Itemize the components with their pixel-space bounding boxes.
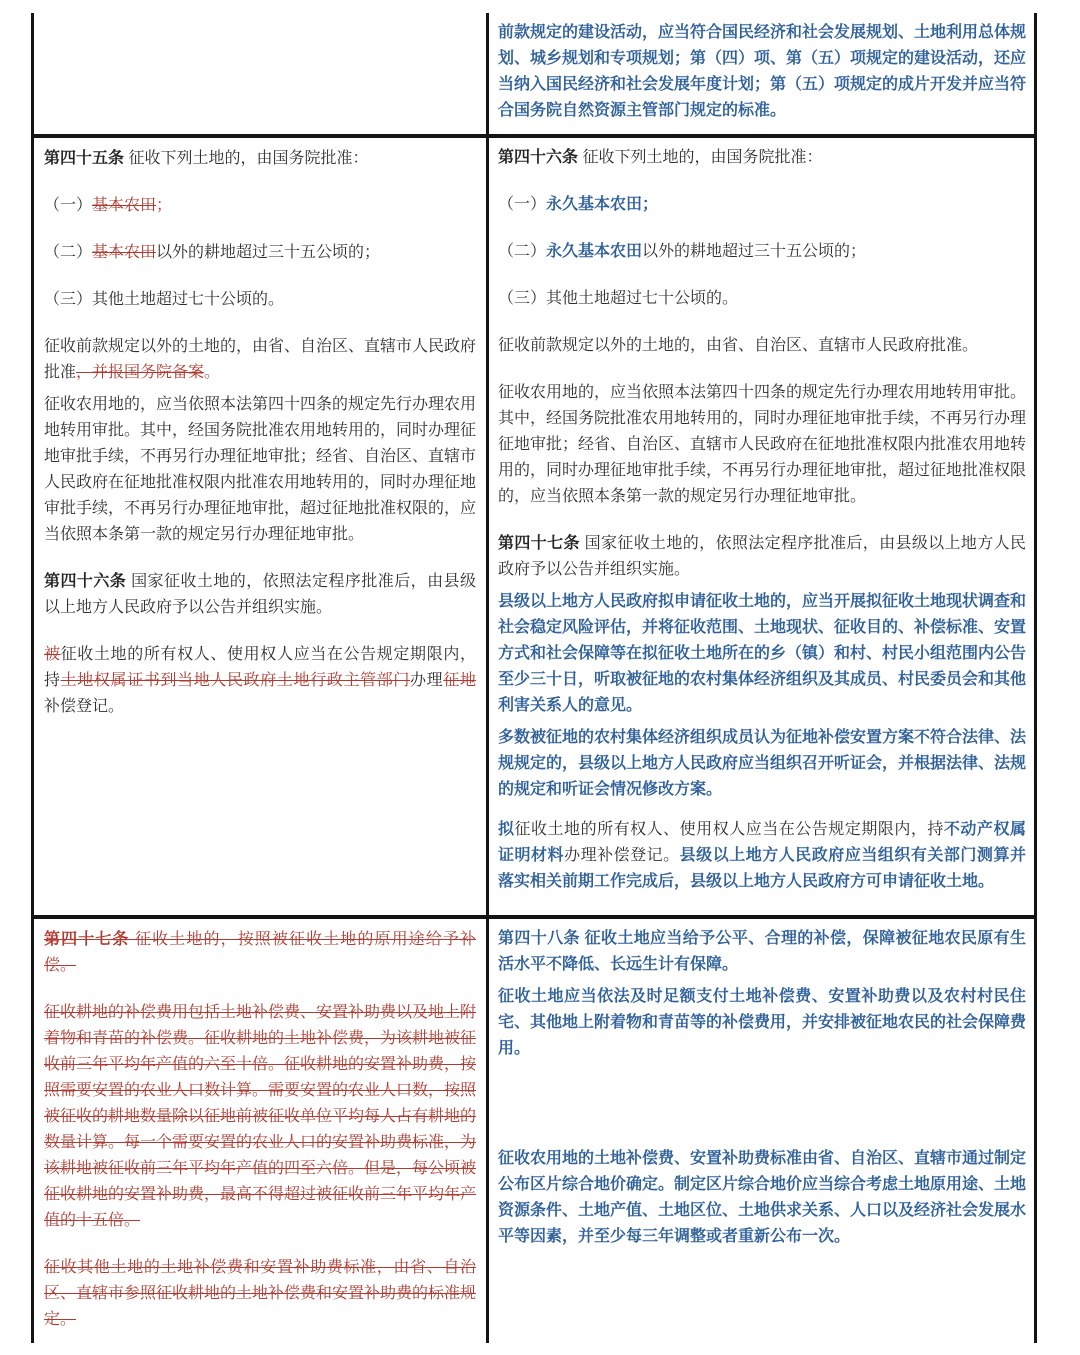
deleted-text: 被	[44, 646, 61, 663]
text-run: 征收土地的所有权人、使用权人应当在公告规定期限内，持	[44, 646, 476, 689]
text-run: （一）	[498, 196, 547, 213]
paragraph	[44, 927, 476, 979]
text-run: （一）	[44, 197, 93, 214]
deleted-context-text: 。	[204, 364, 221, 381]
paragraph	[44, 334, 476, 386]
text-run: 征收前款规定以外的土地的，由省、自治区、直辖市人民政府批准。	[498, 337, 979, 354]
inserted-text: 县级以上地方人民政府应当组织有关部门测算并落实相关前期工作完成后，县级以上地方人民政府方可申请征收土地。	[498, 847, 1026, 890]
paragraph	[498, 333, 1026, 359]
text-run: 征收土地的所有权人、使用权人应当在公告规定期限内，持	[514, 821, 944, 838]
paragraph	[44, 642, 476, 720]
table-row	[31, 138, 1037, 919]
paragraph	[44, 1255, 476, 1333]
new-text-cell	[486, 138, 1037, 915]
deleted-text: 征地	[443, 672, 476, 689]
table-row	[31, 13, 1037, 138]
paragraph	[498, 817, 1026, 895]
inserted-text: 永久基本农田	[546, 243, 643, 260]
new-text-cell	[486, 919, 1037, 1343]
paragraph	[498, 725, 1026, 803]
old-text-cell	[31, 138, 486, 915]
article-number: 第四十六条	[498, 149, 579, 166]
paragraph	[44, 392, 476, 548]
paragraph	[498, 926, 1026, 978]
text-run: 以外的耕地超过三十五公顷的；	[156, 244, 381, 261]
paragraph	[44, 146, 476, 172]
deleted-text: 征收土地的，按照被征收土地的原用途给予补偿。	[44, 931, 476, 974]
paragraph	[44, 287, 476, 313]
deleted-text: 征收耕地的补偿费用包括土地补偿费、安置补助费以及地上附着物和青苗的补偿费。征收耕地的土地补偿费，为该耕地被征收前三年平均年产值的六至十倍。征收耕地的安置补助费，按照需要安置的农业人口数计算。需要安置的农业人口数，按照被征收的耕地数量除以征地前被征收单位平均每人占有耕地的数量计算。每一个需要安置的农业人口的安置补助费标准，为该耕地被征收前三年平均年产值的四至六倍。但是，每公顷被征收耕地的安置补助费，最高不得超过被征收前三年平均年产值的十五倍。	[44, 1004, 477, 1229]
inserted-text: 不动产权属证明材料	[498, 821, 1026, 864]
paragraph	[498, 1146, 1026, 1250]
text-run: 征收下列土地的，由国务院批准：	[124, 150, 369, 167]
deleted-text: 土地权属证书到当地人民政府土地行政主管部门	[60, 672, 411, 689]
paragraph	[498, 239, 1026, 265]
article-number: 第四十五条	[44, 150, 125, 167]
paragraph	[498, 192, 1026, 218]
inserted-text: 前款规定的建设活动，应当符合国民经济和社会发展规划、土地利用总体规划、城乡规划和专项规划；第（四）项、第（五）项规定的建设活动，还应当纳入国民经济和社会发展年度计划；第（五）项规定的成片开发并应当符合国务院自然资源主管部门规定的标准。	[498, 24, 1027, 119]
inserted-text: 征收农用地的土地补偿费、安置补助费标准由省、自治区、直辖市通过制定公布区片综合地价确定。制定区片综合地价应当综合考虑土地原用途、土地资源条件、土地产值、土地区位、土地供求关系、人口以及经济社会发展水平等因素，并至少每三年调整或者重新公布一次。	[498, 1150, 1027, 1245]
text-run: 征收农用地的，应当依照本法第四十四条的规定先行办理农用地转用审批。其中，经国务院批准农用地转用的，同时办理征地审批手续，不再另行办理征地审批；经省、自治区、直辖市人民政府在征地批准权限内批准农用地转用的，同时办理征地审批手续，不再另行办理征地审批，超过征地批准权限的，应当依照本条第一款的规定另行办理征地审批。	[498, 384, 1027, 505]
deleted-article-number: 第四十七条	[44, 931, 130, 948]
deleted-text: ，并报国务院备案	[76, 364, 205, 381]
inserted-text: 永久基本农田；	[546, 196, 659, 213]
text-run: 国家征收土地的，依照法定程序批准后，由县级以上地方人民政府予以公告并组织实施。	[498, 535, 1026, 578]
inserted-text: 第四十八条 征收土地应当给予公平、合理的补偿，保障被征地农民原有生活水平不降低、长远生计有保障。	[498, 930, 1026, 973]
new-text-cell	[486, 13, 1037, 134]
text-run: 办理	[410, 672, 444, 689]
paragraph	[498, 531, 1026, 583]
inserted-text: 征收土地应当依法及时足额支付土地补偿费、安置补助费以及农村村民住宅、其他地上附着物和青苗等的补偿费用，并安排被征地农民的社会保障费用。	[498, 988, 1027, 1057]
text-run: 以外的耕地超过三十五公顷的；	[642, 243, 867, 260]
deleted-context-text: ；	[156, 197, 173, 214]
text-run: （三）其他土地超过七十公顷的。	[44, 291, 285, 308]
paragraph	[44, 1000, 476, 1234]
text-run: 征收下列土地的，由国务院批准：	[578, 149, 823, 166]
paragraph	[44, 569, 476, 621]
text-run: （三）其他土地超过七十公顷的。	[498, 290, 739, 307]
article-number: 第四十七条	[498, 535, 580, 552]
deleted-text: 征收其他土地的土地补偿费和安置补助费标准，由省、自治区、直辖市参照征收耕地的土地补偿费和安置补助费的标准规定。	[44, 1259, 477, 1328]
table-row	[31, 919, 1037, 1343]
text-run: （二）	[44, 244, 93, 261]
text-run: （二）	[498, 243, 547, 260]
inserted-text: 拟	[498, 821, 515, 838]
paragraph	[498, 145, 1026, 171]
paragraph	[44, 240, 476, 266]
inserted-text: 县级以上地方人民政府拟申请征收土地的，应当开展拟征收土地现状调查和社会稳定风险评估，并将征收范围、土地现状、征收目的、补偿标准、安置方式和社会保障等在拟征收土地所在的乡（镇）和村、村民小组范围内公告至少三十日，听取被征地的农村集体经济组织及其成员、村民委员会和其他利害关系人的意见。	[498, 593, 1027, 714]
paragraph	[498, 286, 1026, 312]
text-run: 征收农用地的，应当依照本法第四十四条的规定先行办理农用地转用审批。其中，经国务院批准农用地转用的，同时办理征地审批手续，不再另行办理征地审批；经省、自治区、直辖市人民政府在征地批准权限内批准农用地转用的，同时办理征地审批手续，不再另行办理征地审批，超过征地批准权限的，应当依照本条第一款的规定另行办理征地审批。	[44, 396, 477, 543]
old-text-cell	[31, 13, 486, 134]
article-number: 第四十六条	[44, 573, 127, 590]
inserted-text: 多数被征地的农村集体经济组织成员认为征地补偿安置方案不符合法律、法规规定的，县级以上地方人民政府应当组织召开听证会，并根据法律、法规的规定和听证会情况修改方案。	[498, 729, 1027, 798]
paragraph	[498, 984, 1026, 1062]
law-comparison-table	[31, 13, 1037, 1343]
text-run: 国家征收土地的，依照法定程序批准后，由县级以上地方人民政府予以公告并组织实施。	[44, 573, 476, 616]
text-run: 征收前款规定以外的土地的，由省、自治区、直辖市人民政府批准	[44, 338, 477, 381]
deleted-text: 基本农田	[92, 244, 157, 261]
paragraph	[498, 380, 1026, 510]
paragraph	[44, 193, 476, 219]
old-text-cell	[31, 919, 486, 1343]
text-run: 补偿登记。	[44, 698, 125, 715]
paragraph	[498, 589, 1026, 719]
text-run: 办理补偿登记。	[564, 847, 680, 864]
deleted-text: 基本农田	[92, 197, 157, 214]
paragraph	[498, 20, 1026, 124]
